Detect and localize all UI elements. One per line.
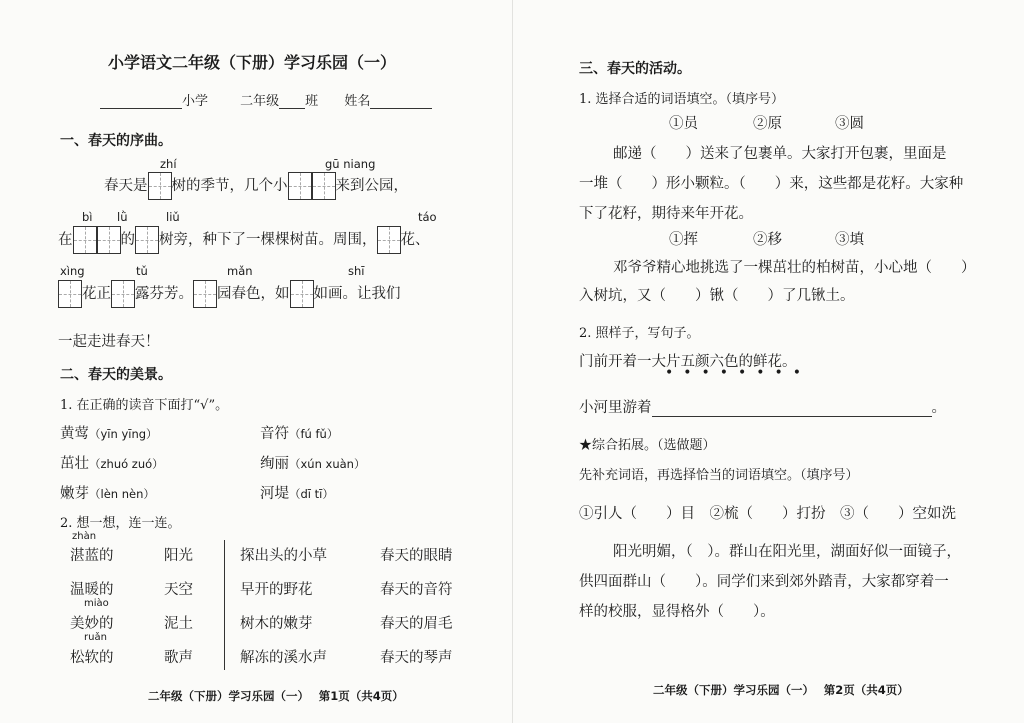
char-box[interactable]: [290, 280, 314, 308]
sec2-q1: 1. 在正确的读音下面打“√”。: [60, 398, 229, 413]
pron-item[interactable]: 黄莺（yīn yīng）: [60, 426, 158, 442]
match-col3-item[interactable]: 解冻的溪水声: [240, 650, 327, 666]
pinyin: mǎn: [227, 264, 253, 278]
section-2-heading: 二、春天的美景。: [60, 367, 172, 383]
option: ②原: [753, 116, 782, 132]
paragraph-line: 供四面群山（ ）。同学们来到郊外踏青，大家都穿着一: [579, 574, 949, 590]
char-box[interactable]: [312, 172, 336, 200]
match-col1-item[interactable]: 美妙的: [70, 616, 114, 632]
sec1-line3: 花正 露芬芳。 园春色，如 如画。让我们: [58, 280, 401, 308]
pinyin: zhàn: [72, 531, 97, 542]
char-box[interactable]: [111, 280, 135, 308]
pron-item[interactable]: 音符（fú fǔ）: [260, 426, 339, 442]
char-box[interactable]: [148, 172, 172, 200]
pinyin: zhí: [160, 157, 177, 171]
char-box[interactable]: [377, 226, 401, 254]
page-title: 小学语文二年级（下册）学习乐园（一）: [108, 53, 397, 72]
sec3-q2: 2. 照样子，写句子。: [579, 326, 700, 341]
option: ①挥: [669, 232, 698, 248]
char-box[interactable]: [73, 226, 97, 254]
match-col2-item[interactable]: 天空: [164, 582, 193, 598]
char-box[interactable]: [288, 172, 312, 200]
class-blank[interactable]: [279, 94, 305, 109]
match-col4-item[interactable]: 春天的眼睛: [380, 548, 453, 564]
paragraph-line: 邮递（ ）送来了包裹单。大家打开包裹，里面是: [613, 146, 947, 162]
school-blank[interactable]: [100, 94, 182, 109]
match-col4-item[interactable]: 春天的眉毛: [380, 616, 453, 632]
sec1-line1: 春天是 树的季节，几个小 来到公园，: [104, 172, 408, 200]
name-blank[interactable]: [370, 94, 432, 109]
page-footer: 二年级（下册）学习乐园（一） 第1页（共4页）: [148, 689, 404, 703]
match-col2-item[interactable]: 歌声: [164, 650, 193, 666]
name-label: 姓名: [344, 94, 371, 109]
section-3-heading: 三、春天的活动。: [579, 61, 691, 77]
option: ③填: [835, 232, 864, 248]
pinyin: shī: [348, 264, 365, 278]
pinyin: tǔ: [136, 264, 148, 278]
pinyin: lǜ: [117, 210, 128, 224]
option: ②移: [753, 232, 782, 248]
right-page: [512, 0, 1024, 723]
char-box[interactable]: [193, 280, 217, 308]
class-label: 班: [305, 94, 319, 109]
emphasis-dots: ••••••••: [665, 365, 812, 381]
pinyin: xìng: [60, 264, 85, 278]
match-col3-item[interactable]: 早开的野花: [240, 582, 313, 598]
pron-item[interactable]: 嫩芽（lèn nèn）: [60, 486, 155, 502]
pron-item[interactable]: 绚丽（xún xuàn）: [260, 456, 366, 472]
char-box[interactable]: [58, 280, 82, 308]
match-col1-item[interactable]: 温暖的: [70, 582, 114, 598]
char-box[interactable]: [135, 226, 159, 254]
match-col2-item[interactable]: 阳光: [164, 548, 193, 564]
divider: [224, 540, 225, 670]
section-1-heading: 一、春天的序曲。: [60, 133, 172, 149]
pinyin: bì: [82, 210, 93, 224]
example-sentence: 门前开着一大片五颜六色的鲜花。: [579, 354, 797, 370]
match-col2-item[interactable]: 泥土: [164, 616, 193, 632]
sec1-line4: 一起走进春天！: [58, 334, 160, 350]
student-info: [100, 90, 432, 109]
pinyin: miào: [84, 598, 109, 609]
paragraph-line: 入树坑，又（ ）锹（ ）了几锹土。: [579, 288, 855, 304]
paragraph-line: 邓爷爷精心地挑选了一棵茁壮的柏树苗，小心地（ ）: [613, 260, 976, 276]
write-sentence: 小河里游着 。: [579, 400, 946, 416]
pron-item[interactable]: 河堤（dī tī）: [260, 486, 334, 502]
pinyin: ruǎn: [84, 632, 107, 643]
extra-heading: ★综合拓展。（选做题）: [579, 438, 716, 453]
school-label: 小学: [182, 94, 209, 109]
paragraph-line: 样的校服，显得格外（ ）。: [579, 604, 775, 620]
pron-item[interactable]: 茁壮（zhuó zuó）: [60, 456, 164, 472]
match-col1-item[interactable]: 湛蓝的: [70, 548, 114, 564]
paragraph-line: 阳光明媚，（ ）。群山在阳光里，湖面好似一面镜子，: [613, 544, 961, 560]
option: ①员: [669, 116, 698, 132]
sec1-line2: 在 的 树旁，种下了一棵棵树苗。周围， 花、: [58, 226, 430, 254]
pinyin: liǔ: [166, 210, 180, 224]
match-col4-item[interactable]: 春天的琴声: [380, 650, 453, 666]
match-col3-item[interactable]: 探出头的小草: [240, 548, 327, 564]
sec2-q2: 2. 想一想，连一连。: [60, 516, 181, 531]
match-col1-item[interactable]: 松软的: [70, 650, 114, 666]
match-col4-item[interactable]: 春天的音符: [380, 582, 453, 598]
write-blank[interactable]: [652, 402, 932, 417]
char-box[interactable]: [97, 226, 121, 254]
pinyin: gū niang: [325, 157, 376, 171]
grade-label: 二年级: [240, 94, 280, 109]
match-col3-item[interactable]: 树木的嫩芽: [240, 616, 313, 632]
option: ③圆: [835, 116, 864, 132]
page-footer: 二年级（下册）学习乐园（一） 第2页（共4页）: [653, 683, 909, 697]
extra-options: ①引人（ ）目 ②梳（ ）打扮 ③（ ）空如洗: [579, 506, 956, 522]
sec3-q1: 1. 选择合适的词语填空。（填序号）: [579, 92, 785, 107]
paragraph-line: 下了花籽，期待来年开花。: [579, 206, 753, 222]
pinyin: táo: [418, 210, 437, 224]
extra-question: 先补充词语，再选择恰当的词语填空。（填序号）: [579, 468, 859, 483]
paragraph-line: 一堆（ ）形小颗粒。（ ）来，这些都是花籽。大家种: [579, 176, 964, 192]
